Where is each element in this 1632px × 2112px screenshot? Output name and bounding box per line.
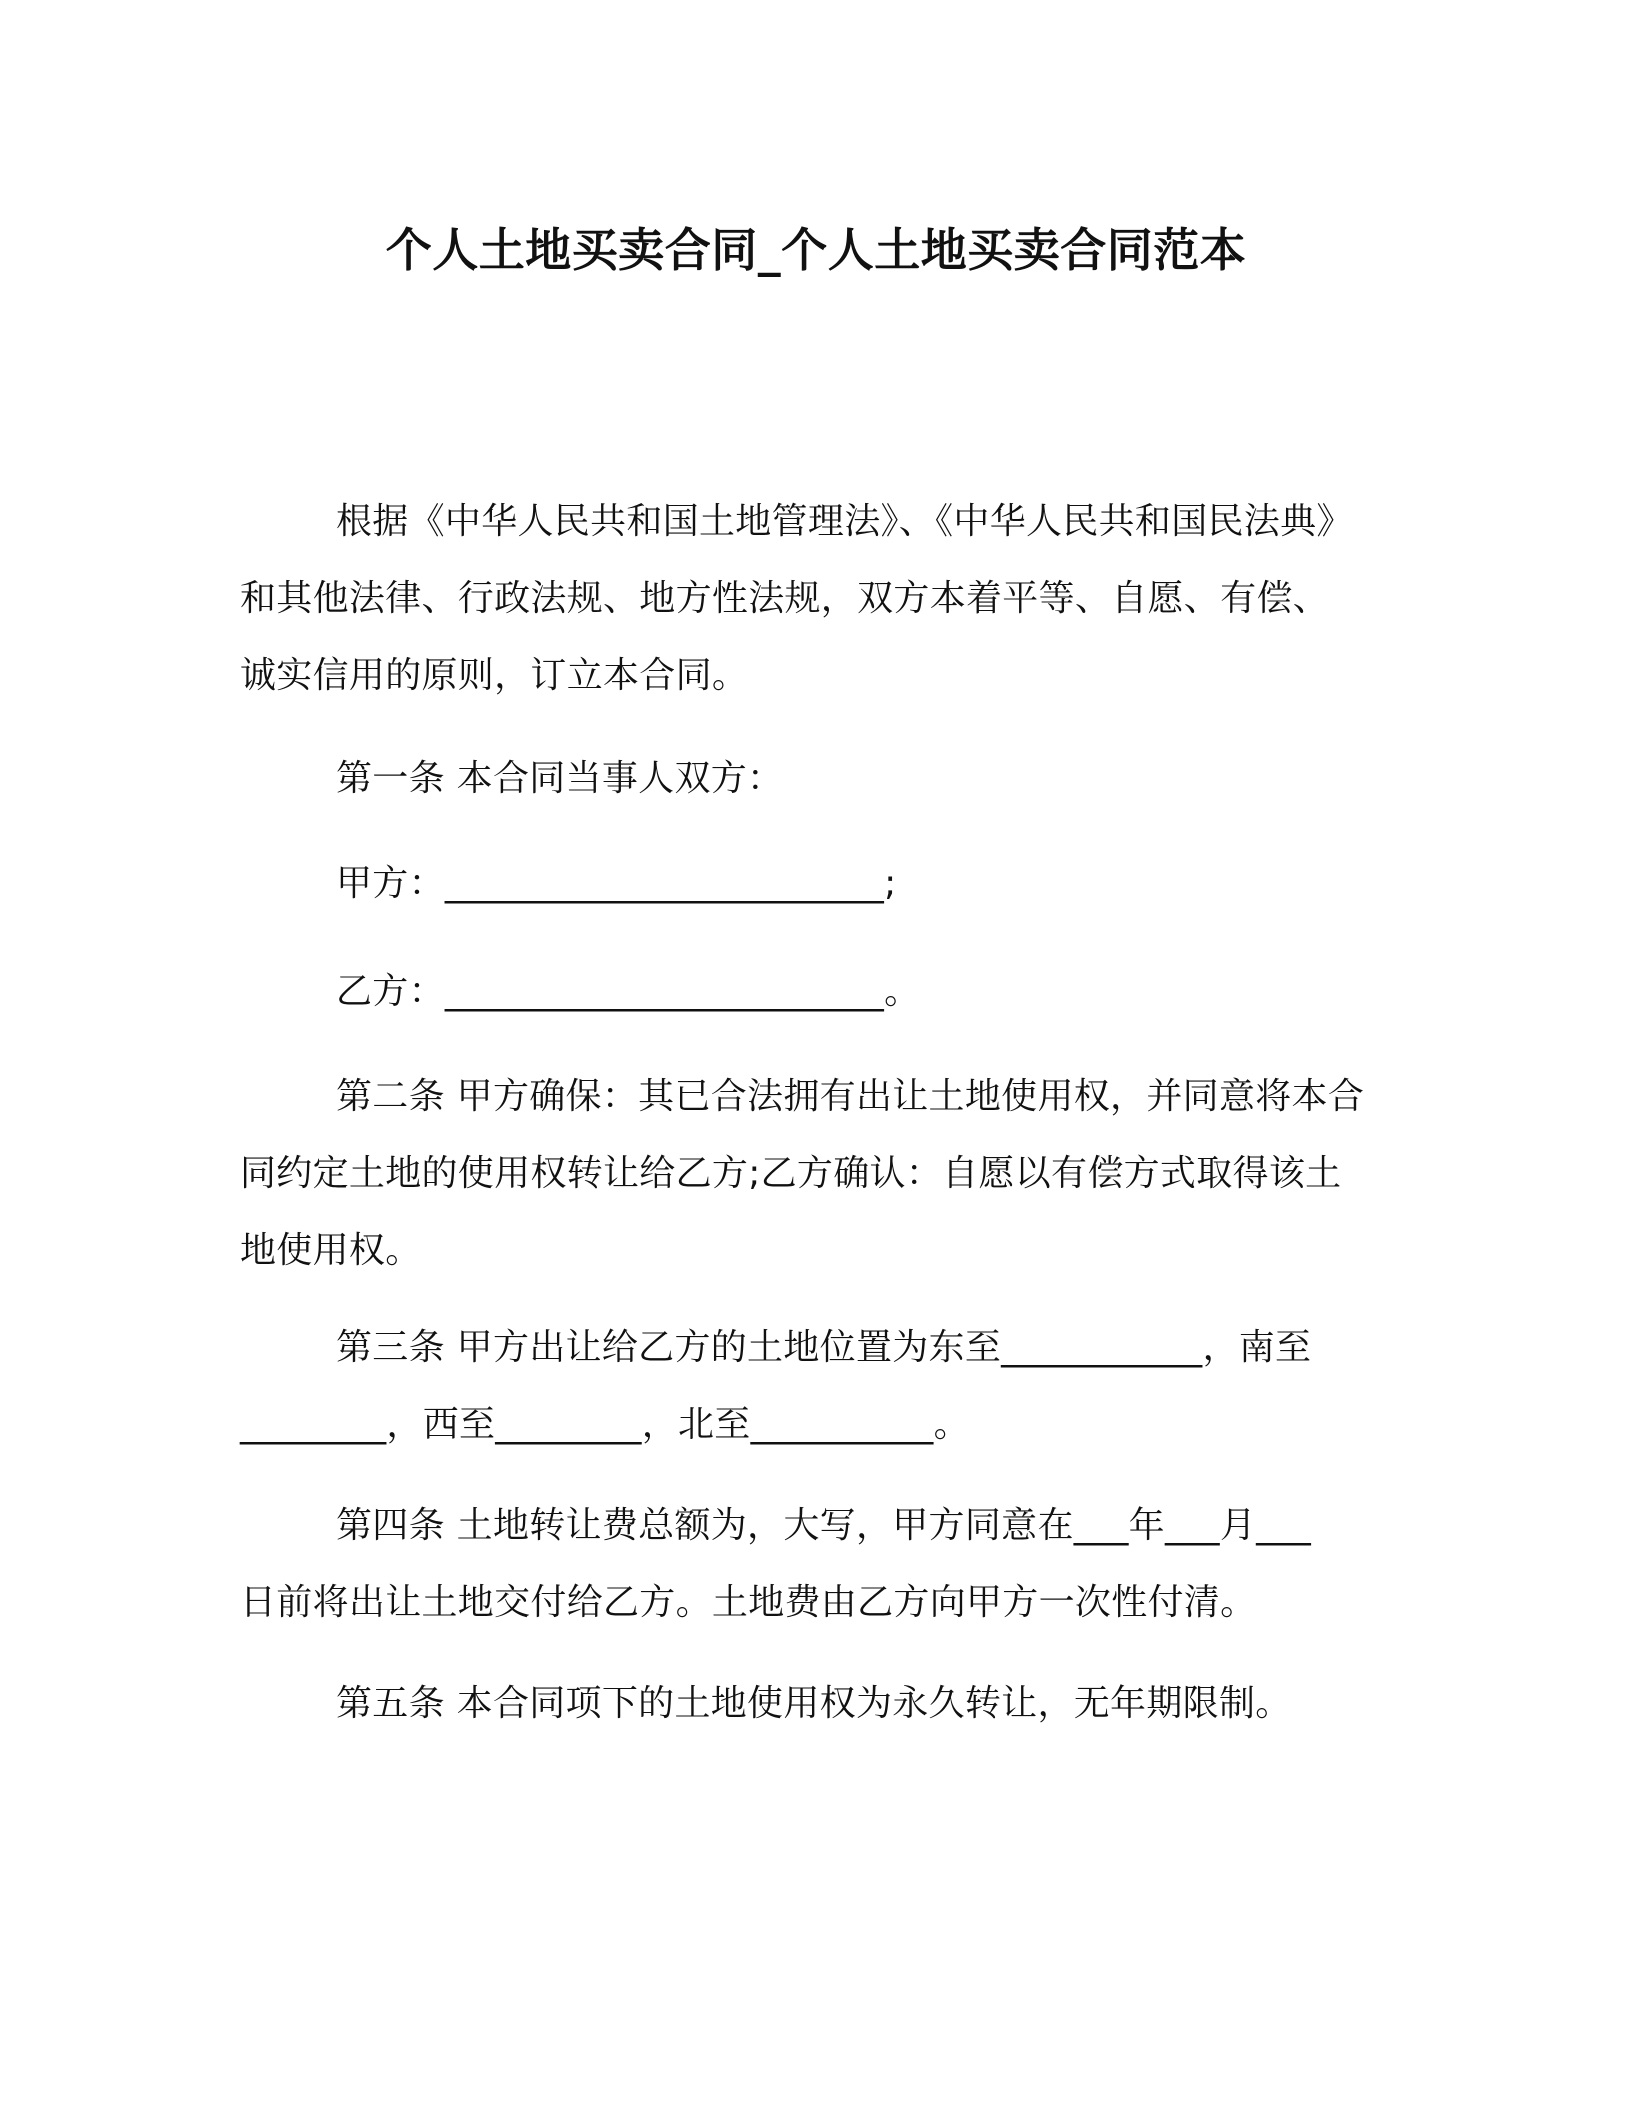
article-3-line-1: 第三条 甲方出让给乙方的土地位置为东至___________，南至 [336, 1327, 1312, 1368]
party-a-paragraph [240, 845, 1390, 922]
intro-line-1: 根据《中华人民共和国土地管理法》、《中华人民共和国民法典》 [336, 501, 1353, 542]
intro-line-2: 和其他法律、行政法规、地方性法规，双方本着平等、自愿、有偿、 [240, 578, 1330, 619]
article-1-text: 第一条 本合同当事人双方： [336, 758, 784, 799]
party-b-paragraph [240, 953, 1390, 1030]
article-2-line-3: 地使用权。 [240, 1230, 422, 1271]
article-2-line-2: 同约定土地的使用权转让给乙方;乙方确认：自愿以有偿方式取得该土 [240, 1153, 1342, 1194]
article-4-line-1: 第四条 土地转让费总额为，大写，甲方同意在___年___月___ [336, 1505, 1312, 1546]
article-5-paragraph [240, 1665, 1390, 1742]
article-4-line-2: 日前将出让土地交付给乙方。土地费由乙方向甲方一次性付清。 [240, 1582, 1257, 1623]
document-title: 个人土地买卖合同_个人土地买卖合同范本 [385, 223, 1247, 277]
intro-line-3: 诚实信用的原则，订立本合同。 [240, 655, 749, 696]
article-3-paragraph [240, 1309, 1390, 1463]
intro-paragraph [240, 483, 1390, 714]
article-4-paragraph [240, 1487, 1390, 1641]
article-2-line-1: 第二条 甲方确保：其已合法拥有出让土地使用权，并同意将本合 [336, 1076, 1365, 1117]
article-3-line-2: ________，西至________，北至__________。 [240, 1404, 970, 1445]
article-1-paragraph [240, 740, 1390, 817]
party-b-text: 乙方：________________________。 [336, 971, 921, 1012]
article-2-paragraph [240, 1058, 1390, 1289]
party-a-text: 甲方：________________________; [336, 863, 897, 904]
article-5-text: 第五条 本合同项下的土地使用权为永久转让，无年期限制。 [336, 1683, 1292, 1724]
